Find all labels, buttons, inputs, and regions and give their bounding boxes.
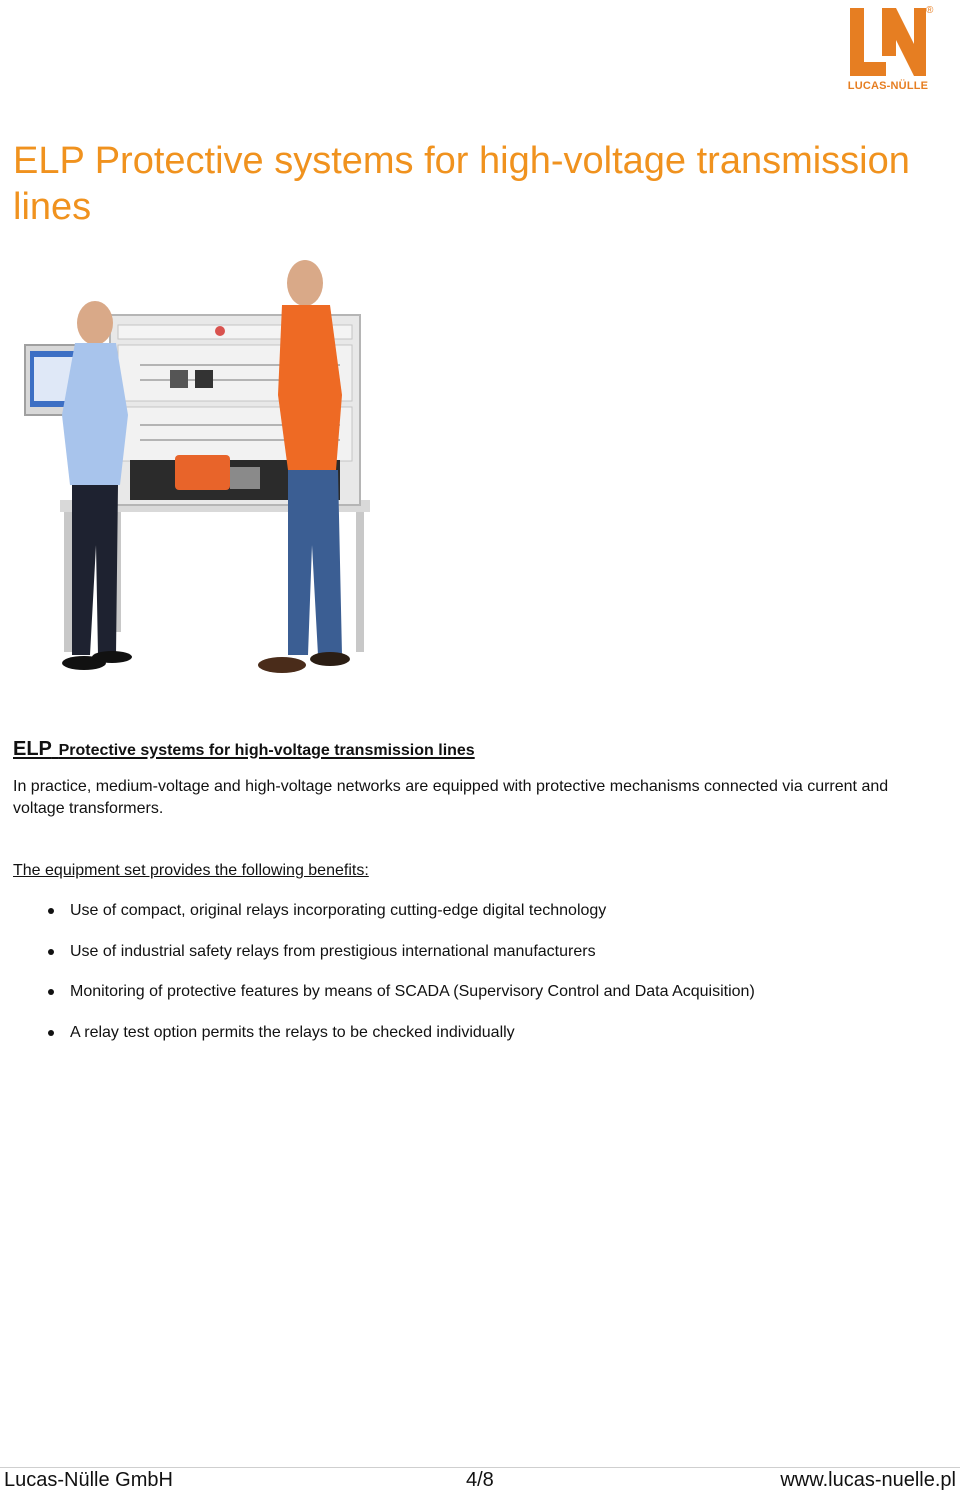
ln-logo-icon: [846, 4, 930, 78]
page-title: ELP Protective systems for high-voltage transmission lines: [13, 140, 910, 228]
list-item: [13, 1022, 943, 1044]
benefit-text: Use of compact, original relays incorporating cutting-edge digital technology: [70, 902, 607, 919]
section-heading-code: ELP: [13, 738, 52, 760]
registered-mark: ®: [926, 5, 934, 16]
section-heading-text: Protective systems for high-voltage transmission lines: [58, 742, 475, 759]
benefit-text: Monitoring of protective features by means of SCADA (Supervisory Control and Data Acquisition): [70, 983, 755, 1000]
list-item: [13, 941, 943, 963]
benefits-title: The equipment set provides the following benefits:: [13, 862, 369, 879]
benefit-text: Use of industrial safety relays from prestigious international manufacturers: [70, 942, 596, 960]
bullet-icon: [48, 1030, 54, 1036]
bullet-icon: [48, 949, 54, 955]
benefits-list: [13, 900, 943, 1062]
intro-paragraph: In practice, medium-voltage and high-voltage networks are equipped with protective mechanisms connected via current and voltage transformers.: [13, 778, 889, 817]
footer-website-link[interactable]: www.lucas-nuelle.pl: [780, 1469, 956, 1491]
bullet-icon: [48, 908, 54, 914]
footer-page-number: 4/8: [466, 1469, 494, 1491]
bullet-icon: [48, 989, 54, 995]
section-heading: [13, 734, 475, 762]
product-photo: [20, 255, 380, 685]
company-logo: [846, 4, 940, 96]
footer-divider: [0, 1467, 960, 1468]
logo-wordmark: LUCAS-NÜLLE: [847, 80, 929, 92]
footer-company: Lucas-Nülle GmbH: [4, 1469, 173, 1491]
benefit-text: A relay test option permits the relays to be checked individually: [70, 1023, 515, 1041]
list-item: [13, 981, 943, 1003]
list-item: [13, 900, 943, 922]
page-footer: [0, 1469, 960, 1491]
